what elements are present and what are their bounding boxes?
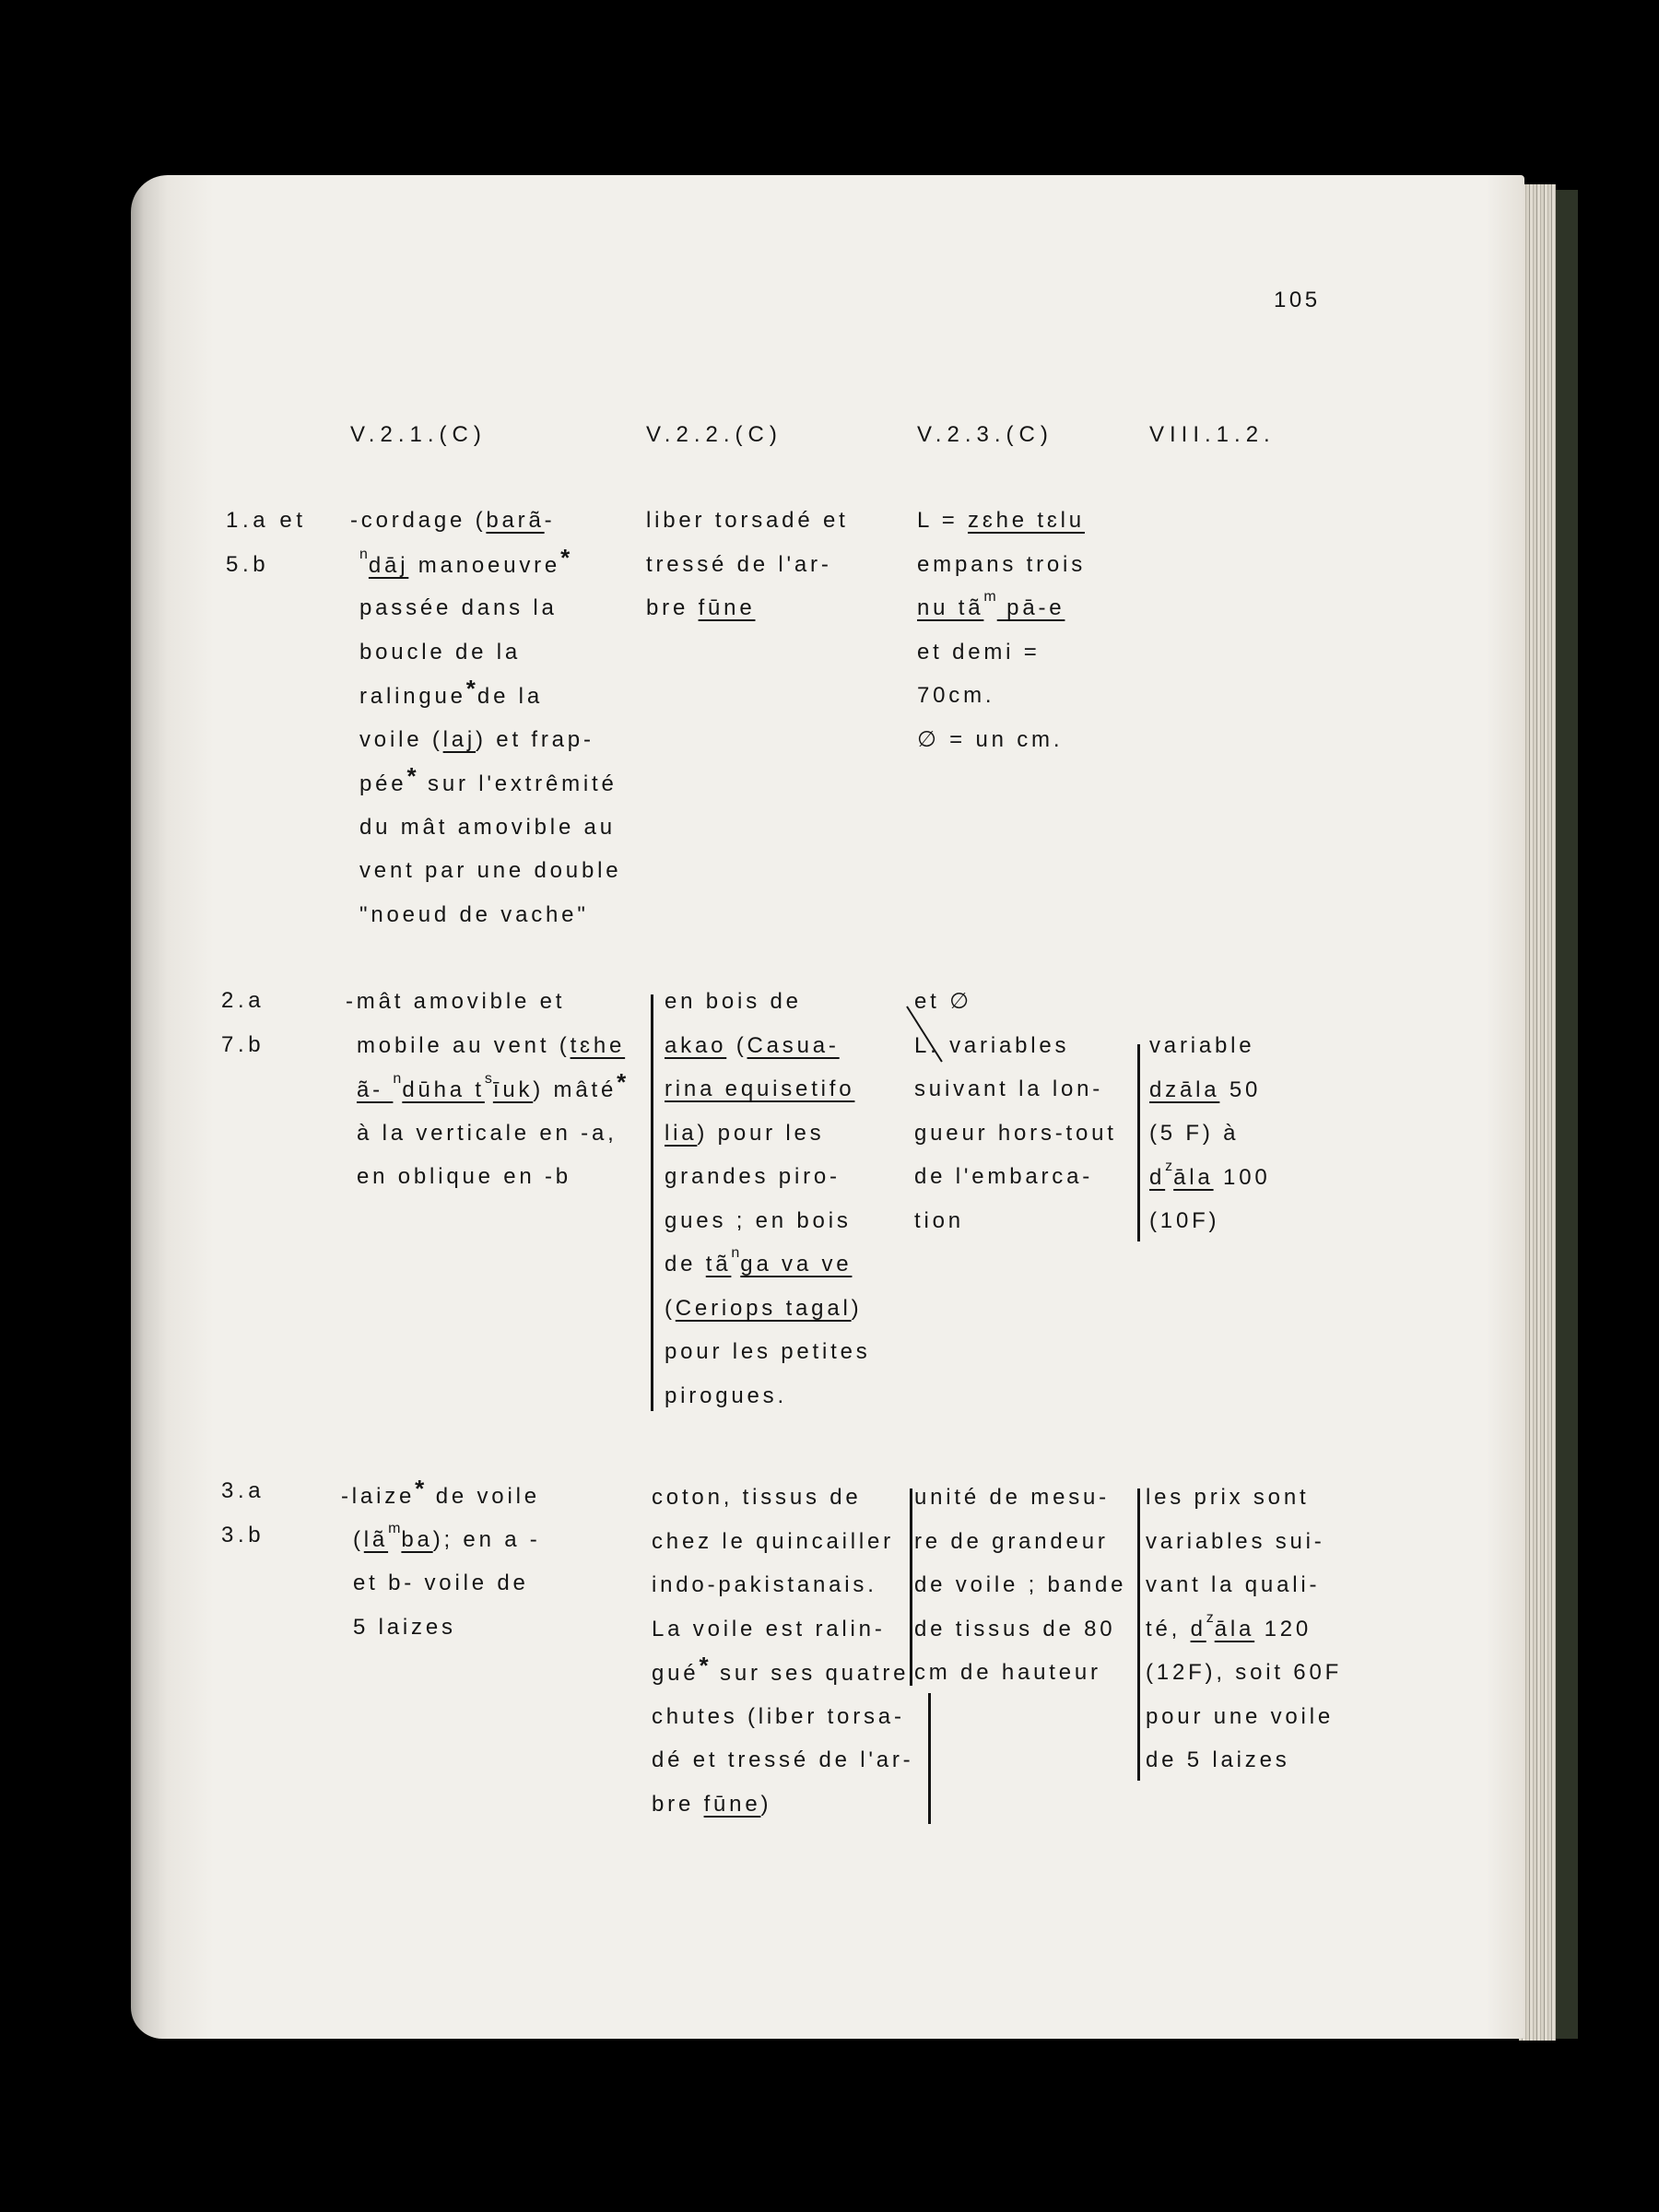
text-run: ); en a - <box>432 1526 541 1552</box>
text-run: pour les petites <box>665 1339 871 1364</box>
text-line <box>652 1695 913 1739</box>
text-line <box>665 1112 871 1156</box>
text-line <box>917 674 1086 718</box>
text-line <box>652 1607 913 1652</box>
annotation-asterisk: * <box>560 543 572 571</box>
text-run: ( <box>726 1032 747 1058</box>
text-run: 50 <box>1219 1077 1262 1102</box>
text-line <box>917 586 1086 630</box>
text-line <box>341 1474 541 1518</box>
text-line <box>1146 1651 1342 1695</box>
text-run: vant la quali- <box>1146 1572 1321 1597</box>
table-cell-v-2-2 <box>652 1476 913 1826</box>
underlined-term: Casua- <box>747 1032 840 1058</box>
row-label: 2.a <box>221 988 265 1013</box>
underlined-term: āla <box>1173 1164 1214 1190</box>
table-cell-viii-1-2 <box>1149 1024 1271 1243</box>
text-run: pirogues. <box>665 1382 787 1408</box>
text-run: L = <box>917 508 969 533</box>
page-number: 105 <box>1274 288 1321 312</box>
superscript-letter: s <box>484 1071 493 1087</box>
underlined-term: d <box>1149 1164 1166 1190</box>
row-labels <box>226 499 307 586</box>
underlined-term: laj <box>442 726 477 752</box>
underlined-term: Ceriops tagal <box>675 1295 852 1321</box>
text-run: sur l'extrêmité <box>418 771 618 796</box>
text-line <box>665 1155 871 1199</box>
text-line <box>1146 1607 1342 1652</box>
table-cell-v-2-1 <box>341 1474 541 1649</box>
text-run: variables sui- <box>1146 1528 1325 1554</box>
text-run: ) et frap- <box>476 726 594 752</box>
annotation-asterisk: * <box>617 1068 629 1096</box>
text-run: variable <box>1149 1033 1255 1058</box>
text-run: boucle de la <box>359 639 522 665</box>
text-run: de la <box>477 684 543 709</box>
table-cell-v-2-1 <box>350 499 622 936</box>
annotation-asterisk: * <box>699 1652 711 1679</box>
text-line <box>652 1738 913 1783</box>
text-line <box>914 1067 1117 1112</box>
underlined-term: lã <box>363 1526 389 1552</box>
underlined-term: ba <box>401 1526 433 1552</box>
underlined-term: fūne <box>703 1791 761 1817</box>
underlined-term: nu tã <box>917 595 984 620</box>
underlined-term: īuk <box>492 1077 534 1102</box>
text-line <box>353 1606 541 1650</box>
text-run: grandes piro- <box>665 1164 841 1189</box>
underlined-term: āla <box>1214 1616 1255 1641</box>
underlined-term: dūha t <box>402 1077 485 1102</box>
text-line <box>359 586 621 630</box>
row-label: 3.a <box>221 1478 265 1503</box>
text-run: ralingue <box>359 684 466 709</box>
text-line <box>353 1518 541 1562</box>
text-line <box>353 1561 541 1606</box>
text-line <box>1149 1112 1271 1156</box>
table-cell-v-2-3 <box>914 980 1117 1242</box>
underlined-term: lia <box>665 1120 698 1146</box>
underlined-term: dāj <box>368 552 409 578</box>
column-header: V.2.1.(C) <box>350 422 487 447</box>
text-run: ) mâté <box>533 1077 618 1102</box>
underlined-term: dzāla <box>1149 1077 1220 1102</box>
text-run: ∅ = un cm. <box>917 726 1064 752</box>
text-run: ) pour les <box>697 1120 825 1146</box>
table-cell-v-2-3 <box>914 1476 1126 1695</box>
text-line <box>359 674 621 718</box>
text-line <box>1149 1156 1271 1200</box>
text-run: 5 laizes <box>353 1614 456 1640</box>
underlined-term: d <box>1190 1616 1206 1641</box>
text-run: ) <box>760 1791 772 1817</box>
text-line <box>1146 1695 1342 1739</box>
text-run: gué <box>652 1661 700 1686</box>
row-label: 1.a et <box>226 508 307 533</box>
text-line <box>359 761 621 806</box>
text-run: suivant la lon- <box>914 1077 1104 1101</box>
text-run: de l'embarca- <box>914 1164 1094 1189</box>
text-line <box>1149 1199 1271 1243</box>
text-run: bre <box>646 595 699 620</box>
text-line <box>652 1476 913 1520</box>
text-line <box>917 543 1086 587</box>
row-labels <box>221 979 265 1066</box>
text-run: du mât amovible au <box>359 814 616 840</box>
column-header: V.2.3.(C) <box>917 422 1053 447</box>
superscript-letter: z <box>1206 1609 1215 1626</box>
row-labels <box>221 1469 265 1557</box>
text-run: ( <box>353 1526 364 1552</box>
text-run: les prix sont <box>1146 1485 1310 1510</box>
text-run: pée <box>359 771 407 796</box>
text-line <box>359 849 621 893</box>
text-run: (5 F) à <box>1149 1121 1240 1146</box>
table-cell-v-2-1 <box>346 980 629 1199</box>
text-run: bre <box>652 1791 704 1817</box>
text-line <box>665 1374 871 1418</box>
superscript-letter: n <box>393 1071 403 1087</box>
text-run: "noeud de vache" <box>359 901 589 927</box>
text-run: L. variables <box>914 1032 1070 1058</box>
text-run: indo-pakistanais. <box>652 1572 877 1597</box>
text-line <box>646 586 849 630</box>
text-line <box>357 1067 628 1112</box>
text-line <box>914 1607 1126 1652</box>
text-line <box>917 499 1086 543</box>
text-line <box>914 1476 1126 1520</box>
text-line <box>917 718 1086 762</box>
text-line <box>652 1563 913 1607</box>
superscript-letter: m <box>388 1520 402 1536</box>
text-line <box>1146 1520 1342 1564</box>
text-run: 100 <box>1213 1164 1271 1190</box>
text-run: chutes (liber torsa- <box>652 1703 905 1729</box>
text-line <box>652 1651 913 1695</box>
text-run: chez le quincailler <box>652 1528 894 1554</box>
underlined-term: ga va ve <box>740 1252 853 1277</box>
underlined-term: tɛhe <box>570 1032 626 1058</box>
text-line <box>914 1112 1117 1156</box>
text-run: 70cm. <box>917 683 995 708</box>
text-run: passée dans la <box>359 595 558 620</box>
text-line <box>646 499 849 543</box>
text-line <box>346 980 628 1024</box>
superscript-letter: n <box>359 546 369 562</box>
text-run: de <box>665 1252 706 1277</box>
text-run: pour une voile <box>1146 1703 1334 1729</box>
text-run: La voile est ralin- <box>652 1616 886 1641</box>
text-run: -laize <box>341 1484 416 1509</box>
text-run: de tissus de 80 <box>914 1616 1116 1641</box>
text-line <box>914 1651 1126 1695</box>
text-run: en bois de <box>665 989 802 1014</box>
table-cell-viii-1-2 <box>1146 1476 1342 1783</box>
text-run: mobile au vent ( <box>357 1032 571 1058</box>
column-rule <box>928 1693 931 1824</box>
underlined-term: barã <box>486 508 545 533</box>
column-rule <box>1137 1044 1140 1241</box>
text-line <box>665 1199 871 1243</box>
text-run: vent par une double <box>359 858 622 883</box>
text-run: 120 <box>1254 1616 1312 1641</box>
text-run: voile ( <box>359 726 443 752</box>
column-header: V.2.2.(C) <box>646 422 782 447</box>
text-run: gueur hors-tout <box>914 1120 1117 1146</box>
text-run: de voile ; bande <box>914 1572 1127 1597</box>
annotation-asterisk: * <box>406 762 418 790</box>
text-line <box>665 980 871 1024</box>
text-line <box>914 1520 1126 1564</box>
text-line <box>914 1563 1126 1607</box>
annotation-asterisk: * <box>465 675 477 702</box>
text-run: gues ; en bois <box>665 1207 852 1233</box>
row-label: 3.b <box>221 1522 265 1547</box>
text-line <box>359 718 621 762</box>
text-line <box>914 980 1117 1024</box>
text-run: -mât amovible et <box>346 989 566 1014</box>
text-run: (10F) <box>1149 1208 1220 1233</box>
row-label: 7.b <box>221 1031 265 1057</box>
text-line <box>357 1024 628 1068</box>
text-run: - <box>544 508 556 533</box>
text-run: de 5 laizes <box>1146 1747 1290 1772</box>
text-run: (12F), soit 60F <box>1146 1660 1343 1685</box>
text-run: té, <box>1146 1616 1191 1641</box>
text-run: dé et tressé de l'ar- <box>652 1747 914 1772</box>
column-header: VIII.1.2. <box>1149 422 1276 447</box>
superscript-letter: n <box>731 1245 741 1261</box>
text-run: et b- voile de <box>353 1571 529 1595</box>
text-run: et demi = <box>917 639 1041 665</box>
text-line <box>646 543 849 587</box>
superscript-letter: m <box>983 589 997 605</box>
text-line <box>1149 1068 1271 1112</box>
text-line <box>914 1024 1117 1068</box>
row-label: 5.b <box>226 551 270 577</box>
table-cell-v-2-3 <box>917 499 1086 761</box>
text-line <box>357 1155 628 1199</box>
text-line <box>665 1242 871 1287</box>
text-line <box>350 499 621 543</box>
underlined-term: zɛhe tɛlu <box>968 508 1085 533</box>
text-run: empans trois <box>917 551 1086 577</box>
text-run: -cordage ( <box>350 508 487 533</box>
text-line <box>665 1024 871 1068</box>
table-cell-v-2-2 <box>665 980 871 1418</box>
text-line <box>665 1067 871 1112</box>
text-line <box>1146 1563 1342 1607</box>
text-run: unité de mesu- <box>914 1485 1110 1510</box>
text-line <box>359 893 621 937</box>
text-line <box>359 806 621 850</box>
text-line <box>1146 1476 1342 1520</box>
underlined-term: ã- <box>357 1077 394 1102</box>
text-line <box>914 1155 1117 1199</box>
text-line <box>357 1112 628 1156</box>
text-line <box>914 1199 1117 1243</box>
text-run: coton, tissus de <box>652 1485 862 1510</box>
text-line <box>665 1287 871 1331</box>
text-run: sur ses quatre <box>710 1661 910 1686</box>
underlined-term: tã <box>705 1252 732 1277</box>
text-run: ( <box>665 1295 676 1321</box>
text-line <box>359 630 621 675</box>
text-run: manoeuvre <box>408 552 561 578</box>
text-run: en oblique en -b <box>357 1164 571 1189</box>
column-rule <box>651 994 653 1411</box>
text-run: et ∅ <box>914 989 972 1014</box>
underlined-term: fūne <box>698 595 756 620</box>
table-cell-v-2-2 <box>646 499 849 630</box>
text-run: ) <box>851 1295 863 1321</box>
text-line <box>665 1330 871 1374</box>
text-line <box>917 630 1086 675</box>
text-run: tressé de l'ar- <box>646 551 832 577</box>
underlined-term: akao <box>665 1032 727 1058</box>
text-line <box>1149 1024 1271 1068</box>
text-run: de voile <box>426 1484 540 1509</box>
underlined-term: pā-e <box>996 595 1065 620</box>
underlined-term: rina equisetifo <box>665 1077 855 1101</box>
text-run: re de grandeur <box>914 1528 1109 1554</box>
text-run: cm de hauteur <box>914 1660 1101 1685</box>
text-run: à la verticale en -a, <box>357 1120 618 1146</box>
text-line <box>359 543 621 587</box>
text-line <box>652 1520 913 1564</box>
text-line <box>652 1783 913 1827</box>
text-run: liber torsadé et <box>646 508 849 533</box>
text-run: tion <box>914 1207 964 1233</box>
superscript-letter: z <box>1165 1158 1174 1174</box>
text-line <box>1146 1738 1342 1783</box>
annotation-asterisk: * <box>415 1475 427 1502</box>
column-rule <box>1137 1488 1140 1781</box>
